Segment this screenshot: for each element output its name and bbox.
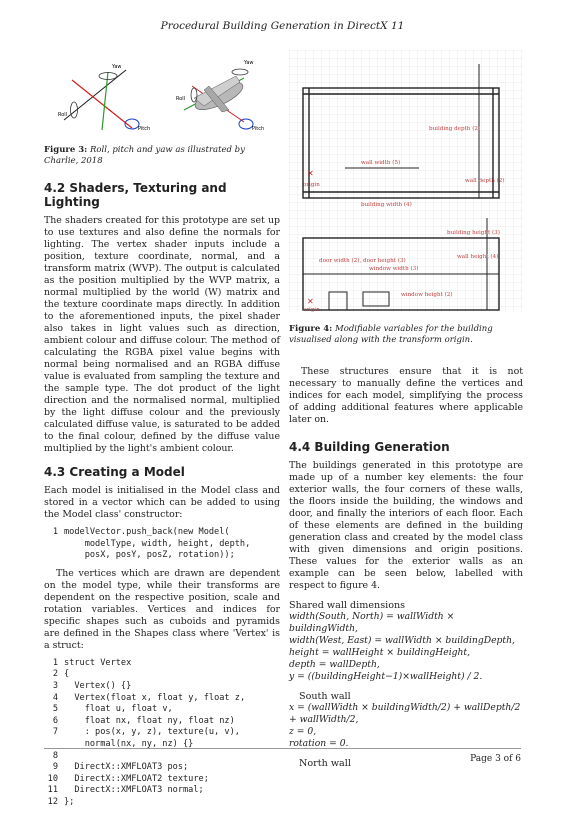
code-line: posX, posY, posZ, rotation));	[64, 550, 235, 561]
figure-4	[289, 50, 523, 316]
yaw-label-b: Yaw	[244, 60, 254, 66]
figure-4-caption	[289, 324, 523, 346]
origin-top-label: origin	[303, 182, 320, 188]
north-wall-title: North wall	[299, 758, 351, 769]
equation-line: width(West, East) = wallWidth × buildingDepth,	[289, 635, 515, 646]
roll-pitch-yaw-illustration	[44, 50, 280, 142]
pitch-label-a: Pitch	[138, 126, 151, 132]
origin-marker-top-icon: ✕	[307, 169, 314, 178]
code-line: normal(nx, ny, nz) {}	[64, 738, 194, 749]
code-line: 2 {	[52, 669, 70, 680]
code-listing-2	[44, 658, 280, 809]
code-line: 9 DirectX::XMFLOAT3 pos;	[52, 762, 189, 773]
code-listing-1	[44, 527, 280, 562]
section-4-2-paragraph: The shaders created for this prototype are set up to use textures and also define the normals for lighting. The vertex shader inputs include a position, texture coordinate, normal, and a transform matrix (WVP). The output is calculated as the position multiplied by the WVP matrix, a normal multiplied by the world (W) matrix and the texture coordinate maps directly. In addition to the aforementioned inputs, the pixel shader also takes in light values such as direction, ambient colour and diffuse colour. The method of calculating the RGBA pixel value begins with normal being normalised and an RGBA diffuse value is evaluated from sampling the texture and the sample type. The dot product of the light direction and the normalised normal, multiplied by the light diffuse colour and the previously calculated diffuse value, is saturated to be added to the final colour, defined by the diffuse value multiplied by the light's ambient colour.	[44, 215, 280, 454]
equation-line: x = (wallWidth × buildingWidth/2) + wallDepth/2 + wallWidth/2,	[289, 702, 521, 725]
figure-4-caption-text: Modifiable variables for the building visualised along with the transform origin.	[289, 324, 493, 345]
structures-paragraph: These structures ensure that it is not necessary to manually define the vertices and indices for each model, simplifying the process of adding additional features where applicable later on.	[289, 366, 523, 425]
section-4-2-heading: 4.2 Shaders, Texturing and Lighting	[44, 181, 227, 209]
code-line: 12 };	[47, 796, 75, 807]
equation-line: width(South, North) = wallWidth × buildingWidth,	[289, 611, 455, 634]
south-wall-title: South wall	[299, 691, 351, 702]
running-head: Procedural Building Generation in DirectX 11	[160, 20, 405, 32]
section-4-4-heading: 4.4 Building Generation	[289, 440, 450, 454]
origin-marker-bottom-icon: ✕	[307, 297, 314, 306]
building-height-label: building height (3)	[447, 230, 500, 236]
door-width-label: door width (2), door height (3)	[319, 258, 406, 264]
south-wall	[289, 691, 523, 750]
code-line: 5 float u, float v,	[52, 704, 173, 715]
building-variables-diagram	[289, 50, 523, 312]
code-line: modelType, width, height, depth,	[64, 538, 251, 549]
section-4-3-paragraph-2: The vertices which are drawn are dependent on the model type, while their transforms are dependent on the respective position, scale and rotation variables. Vertices and indices for specific shapes such as cuboids and pyramids are defined in the Shapes class where 'Vertex' is a struct:	[44, 567, 280, 651]
figure-4-caption-label: Figure 4:	[289, 324, 333, 334]
shared-dimensions-title: Shared wall dimensions	[289, 600, 406, 611]
origin-bottom-label: origin	[303, 307, 320, 312]
figure-3-caption	[44, 145, 280, 167]
page-number: Page 3 of 6	[470, 754, 521, 764]
equation-line: height = wallHeight × buildingHeight,	[289, 647, 471, 658]
equation-line: depth = wallDepth,	[289, 659, 380, 670]
equation-line: z = 0,	[289, 726, 317, 737]
equation-line: y = ((buildingHeight−1)×wallHeight) / 2.	[289, 671, 483, 682]
code-line: 3 Vertex() {}	[52, 680, 132, 691]
code-line: 11 DirectX::XMFLOAT3 normal;	[47, 785, 204, 796]
section-4-3-heading: 4.3 Creating a Model	[44, 465, 185, 479]
airplane-icon	[184, 69, 253, 129]
yaw-label-a: Yaw	[112, 64, 122, 70]
building-depth-label: building depth (2)	[429, 126, 481, 132]
equation-line: rotation = 0.	[289, 738, 349, 749]
figure-3	[44, 50, 280, 145]
section-4-4-paragraph: The buildings generated in this prototype are made up of a number key elements: the four exterior walls, the four corners of these walls, the floors inside the building, the windows and door, and finally the interiors of each floor. Each of these elements are defined in the building generation class and created by the model class with given dimensions and origin positions. These values for the exterior walls as an example can be seen below, labelled with respect to figure 4.	[289, 460, 523, 591]
shared-wall-dimensions	[289, 600, 523, 683]
code-line: 6 float nx, float ny, float nz)	[52, 715, 235, 726]
window-width-label: window width (3)	[369, 266, 419, 272]
pitch-label-b: Pitch	[252, 126, 265, 132]
code-line: 1 modelVector.push_back(new Model(	[52, 527, 230, 537]
code-line: 7 : pos(x, y, z), texture(u, v),	[52, 727, 240, 738]
right-column	[289, 50, 523, 769]
figure-3-caption-text: Roll, pitch and yaw as illustrated by Charlie, 2018	[44, 145, 245, 166]
wall-depth-label: wall depth (2)	[465, 178, 505, 184]
code-line: 10 DirectX::XMFLOAT2 texture;	[47, 773, 209, 784]
wall-width-5-label: wall width (5)	[361, 160, 401, 166]
section-4-3-paragraph-1: Each model is initialised in the Model class and stored in a vector which can be added to using the Model class' constructor:	[44, 485, 280, 520]
figure-3-caption-label: Figure 3:	[44, 145, 88, 155]
code-line: 1 struct Vertex	[52, 657, 132, 668]
window-height-label: window height (2)	[401, 292, 453, 298]
code-line: 4 Vertex(float x, float y, float z,	[52, 692, 246, 703]
code-line: 8	[52, 750, 58, 761]
wall-height-label: wall height (4)	[457, 254, 499, 260]
roll-label-a: Roll	[58, 112, 68, 118]
roll-label-b: Roll	[176, 96, 186, 102]
left-column	[44, 50, 280, 815]
building-width-label: building width (4)	[361, 202, 412, 208]
footer-divider	[44, 748, 521, 749]
